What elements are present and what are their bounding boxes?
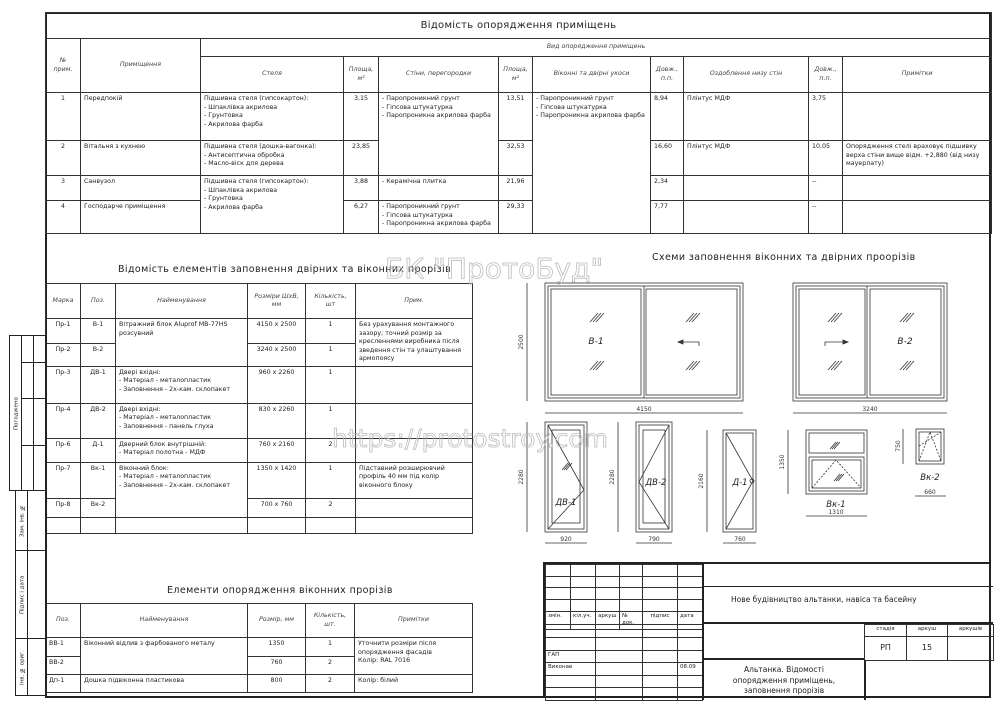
cell-base-len: 3,75: [809, 93, 843, 141]
trim-title: Елементи опорядження віконних прорізів: [167, 585, 393, 596]
revision-grid: [545, 564, 703, 630]
cell-pos: В-2: [81, 344, 116, 366]
cell-name: Двері вхідні: - Матеріал - металопластик - Заповнення - 2х-кам. склопакет: [116, 366, 248, 403]
header-num: № прим.: [46, 39, 81, 93]
header-ceiling-area: Площа, м²: [344, 57, 379, 93]
cell-note: Уточнити розміри після опорядження фасадів Колір: RAL 7016: [355, 638, 473, 675]
cell-mark: Пр-8: [46, 498, 81, 517]
cell-qty: 1: [306, 319, 356, 344]
cell-base-len: --: [809, 176, 843, 201]
header-walls: Стіни, перегородки: [379, 57, 499, 93]
label-b1: В-1: [588, 337, 604, 347]
header-note: Примітки: [355, 604, 473, 638]
dim-dv1-w: 920: [560, 536, 572, 543]
door-d1: [698, 430, 756, 543]
dim-b1-w: 4150: [636, 406, 652, 413]
cell-ceiling-area: 6,27: [344, 201, 379, 234]
cell-size: 3240 x 2500: [248, 344, 306, 366]
label-d1: Д-1: [732, 478, 748, 488]
header-note: Прим.: [356, 284, 473, 319]
header-base: Оздоблення низу стін: [684, 57, 809, 93]
stage-value: РП: [865, 637, 907, 661]
sheet-label: аркуш: [907, 625, 948, 637]
header-group: Вид опорядження приміщень: [201, 39, 992, 57]
cell-base-len: 10,05: [809, 141, 843, 176]
cell-num: 1: [46, 93, 81, 141]
cell-mark: Пр-6: [46, 438, 81, 462]
cell-pos: ВВ-1: [46, 638, 81, 657]
date-value: 08.09: [678, 663, 703, 676]
cell-size: 800: [248, 675, 306, 693]
header-notes: Примітки: [843, 57, 992, 93]
cell-qty: 1: [306, 462, 356, 498]
cell-ceiling-area: 23,85: [344, 141, 379, 176]
header-ceiling: Стеля: [201, 57, 344, 93]
cell-size: 1350: [248, 638, 306, 657]
cell-ceiling: Підшивна стеля (гипсокартон): - Шпаклівка акрилова - Грунтовка - Акрилова фарба: [201, 176, 344, 234]
header-qty: Кількість, шт.: [306, 604, 355, 638]
cell-room: Господарче приміщення: [81, 201, 201, 234]
cell-walls: - Паропроникний грунт - Гіпсова штукатурка - Паропроникна акрилова фарба: [379, 201, 499, 234]
header-pos: Поз.: [46, 604, 81, 638]
cell-slopes-len: 7,77: [651, 201, 684, 234]
cell-qty: 1: [306, 638, 355, 657]
cell-pos: Д-1: [81, 438, 116, 462]
cell-num: 2: [46, 141, 81, 176]
cell-num: 4: [46, 201, 81, 234]
cell-ceiling-area: 3,88: [344, 176, 379, 201]
watermark-url: https://protostroy.com: [332, 424, 609, 453]
label-vk2: Вк-2: [920, 473, 940, 483]
openings-title: Відомість елементів заповнення двірних та віконних прорізів: [118, 264, 452, 275]
cell-pos: ДВ-1: [81, 366, 116, 403]
cell-walls-area: 32,53: [499, 141, 533, 176]
cell-note: Підставний розширювчий профіль 40 мм під колір віконного блоку: [356, 462, 473, 498]
header-slopes: Віконні та двірні укоси: [533, 57, 651, 93]
sheet-number: 15: [907, 637, 948, 661]
label-doc: № док.: [620, 612, 643, 630]
cell-name: Дошка підвіконна пластикова: [81, 675, 248, 693]
cell-size: 700 x 760: [248, 498, 306, 517]
label-signature: підпис: [643, 612, 678, 630]
stamp-approved: Погоджено: [10, 336, 22, 491]
cell-walls-area: 21,96: [499, 176, 533, 201]
cell-slopes-len: 8,94: [651, 93, 684, 141]
label-b2: В-2: [897, 337, 913, 347]
dim-d1-w: 760: [734, 536, 746, 543]
finishing-title: Відомість опорядження приміщень: [46, 13, 992, 39]
cell-notes: Опорядження стелі враховує підшивку верха стіни вище відм. +2,880 (від низу мауерлату): [843, 141, 992, 176]
cell-qty: 1: [306, 403, 356, 438]
cell-base: Плінтус МДФ: [684, 141, 809, 176]
cell-pos: Вк-1: [81, 462, 116, 498]
cell-mark: Пр-2: [46, 344, 81, 366]
label-dv2: ДВ-2: [645, 478, 667, 488]
window-vk2: [895, 429, 946, 496]
label-vk1: Вк-1: [826, 500, 846, 510]
cell-qty: 1: [306, 366, 356, 403]
cell-room: Санвузол: [81, 176, 201, 201]
cell-size: 960 x 2260: [248, 366, 306, 403]
label-date: дата: [678, 612, 703, 630]
cell-pos: Дп-1: [46, 675, 81, 693]
cell-room: Передпокій: [81, 93, 201, 141]
cell-slopes: - Паропроникний грунт - Гіпсова штукатурка - Паропроникна акрилова фарба: [533, 93, 651, 234]
watermark-company: БК "ПротоБуд": [385, 252, 604, 285]
cell-ceiling: Підшивна стеля (гипсокартон): - Шпаклівка акрилова - Грунтовка - Акрилова фарба: [201, 93, 344, 141]
header-name: Найменування: [81, 604, 248, 638]
cell-size: 1350 x 1420: [248, 462, 306, 498]
stage-label: стадія: [865, 625, 907, 637]
signatures-grid: [545, 624, 703, 701]
dim-b1-h: 2500: [518, 334, 525, 350]
cell-slopes-len: 16,60: [651, 141, 684, 176]
project-name: Нове будівництво альтанки, навіса та басейну: [702, 587, 993, 624]
header-pos: Поз.: [81, 284, 116, 319]
cell-note: Колір: білий: [355, 675, 473, 693]
header-base-len: Довж., п.п.: [809, 57, 843, 93]
cell-qty: 2: [306, 438, 356, 462]
cell-walls-area: 29,33: [499, 201, 533, 234]
cell-mark: Пр-4: [46, 403, 81, 438]
door-dv2: [609, 422, 672, 543]
dim-dv2-h: 2280: [609, 469, 616, 485]
cell-ceiling: Підшивна стеля (дошка-вагонка): - Антисептична обробка - Масло-віск для дерева: [201, 141, 344, 176]
label-change: змін.: [546, 612, 571, 630]
sheet-title: Альтанка. Відомості опорядження приміщень, заповнення прорізів: [702, 660, 864, 700]
cell-qty: 1: [306, 344, 356, 366]
cell-mark: Пр-3: [46, 366, 81, 403]
cell-pos: Вк-2: [81, 498, 116, 517]
cell-slopes-len: 2,34: [651, 176, 684, 201]
header-walls-area: Площа, м²: [499, 57, 533, 93]
dim-dv2-w: 790: [648, 536, 660, 543]
header-qty: Кількість, шт: [306, 284, 356, 319]
stamp-orig-inv: Інв. № ориг.: [16, 639, 28, 696]
side-stamp-lower: [15, 490, 46, 696]
cell-note: Без урахування монтажного зазору; точний розмір за кресленнями виробника після зведення стін та улаштування армопоясу: [356, 319, 473, 367]
title-block: [543, 562, 991, 698]
cell-walls-area: 13,51: [499, 93, 533, 141]
header-name: Найменування: [116, 284, 248, 319]
cell-size: 4150 x 2500: [248, 319, 306, 344]
stamp-signature-date: Підпис і дата: [16, 551, 28, 639]
window-b2: [793, 283, 947, 413]
stage-grid: [864, 624, 994, 661]
window-b1: [518, 283, 743, 413]
sheets-label: аркушів: [948, 625, 994, 637]
side-stamp: [9, 335, 46, 491]
stamp-replaced-inv: Зам. інв. №: [16, 491, 28, 551]
header-size: Розміри ШхВ, мм: [248, 284, 306, 319]
dim-vk1-w: 1310: [828, 509, 844, 516]
cell-size: 760: [248, 657, 306, 675]
cell-name: Віконний відлив з фарбованого металу: [81, 638, 248, 675]
role-gap: ГАП: [546, 651, 596, 663]
cell-base: Плінтус МДФ: [684, 93, 809, 141]
header-room: Приміщення: [81, 39, 201, 93]
cell-name: Віконний блок: - Матеріал - металопластик - Заповнення - 2х-кам. склопакет: [116, 462, 248, 517]
cell-size: 760 x 2160: [248, 438, 306, 462]
cell-name: Дверний блок внутрішній: - Матеріал полотна - МДФ: [116, 438, 248, 462]
label-count: кіл.уч.: [571, 612, 596, 630]
sheets-count: [948, 637, 994, 661]
cell-num: 3: [46, 176, 81, 201]
cell-mark: Пр-1: [46, 319, 81, 344]
dim-vk2-w: 660: [924, 489, 936, 496]
cell-walls: - Паропроникний грунт - Гіпсова штукатурка - Паропроникна акрилова фарба: [379, 93, 499, 176]
cell-ceiling-area: 3,15: [344, 93, 379, 141]
cell-walls: - Керамічна плитка: [379, 176, 499, 201]
role-executor: Виконав: [546, 663, 596, 676]
label-sheet: аркуш: [596, 612, 620, 630]
dim-dv1-h: 2280: [518, 469, 525, 485]
schemes-title: Схеми заповнення віконних та двірних проорізів: [652, 252, 916, 263]
cell-pos: В-1: [81, 319, 116, 344]
header-size: Розмір, мм: [248, 604, 306, 638]
dim-vk2-h: 750: [895, 440, 902, 452]
dim-b2-w: 3240: [862, 406, 878, 413]
cell-mark: Пр-7: [46, 462, 81, 498]
cell-qty: 2: [306, 498, 356, 517]
dim-d1-h: 2160: [698, 473, 705, 489]
cell-pos: ДВ-2: [81, 403, 116, 438]
header-slopes-len: Довж., п.п.: [651, 57, 684, 93]
cell-room: Вітальня з кухнею: [81, 141, 201, 176]
window-vk1: [779, 430, 867, 516]
cell-name: Двері вхідні: - Матеріал - металопластик - Заповнення - панель глуха: [116, 403, 248, 438]
cell-qty: 2: [306, 657, 355, 675]
cell-pos: ВВ-2: [46, 657, 81, 675]
label-dv1: ДВ-1: [555, 498, 577, 508]
header-mark: Марка: [46, 284, 81, 319]
cell-qty: 2: [306, 675, 355, 693]
dim-vk1-h: 1350: [779, 454, 786, 470]
cell-size: 830 x 2260: [248, 403, 306, 438]
cell-base-len: --: [809, 201, 843, 234]
cell-name: Вітражний блок Aluprof MB-77HS розсувний: [116, 319, 248, 367]
